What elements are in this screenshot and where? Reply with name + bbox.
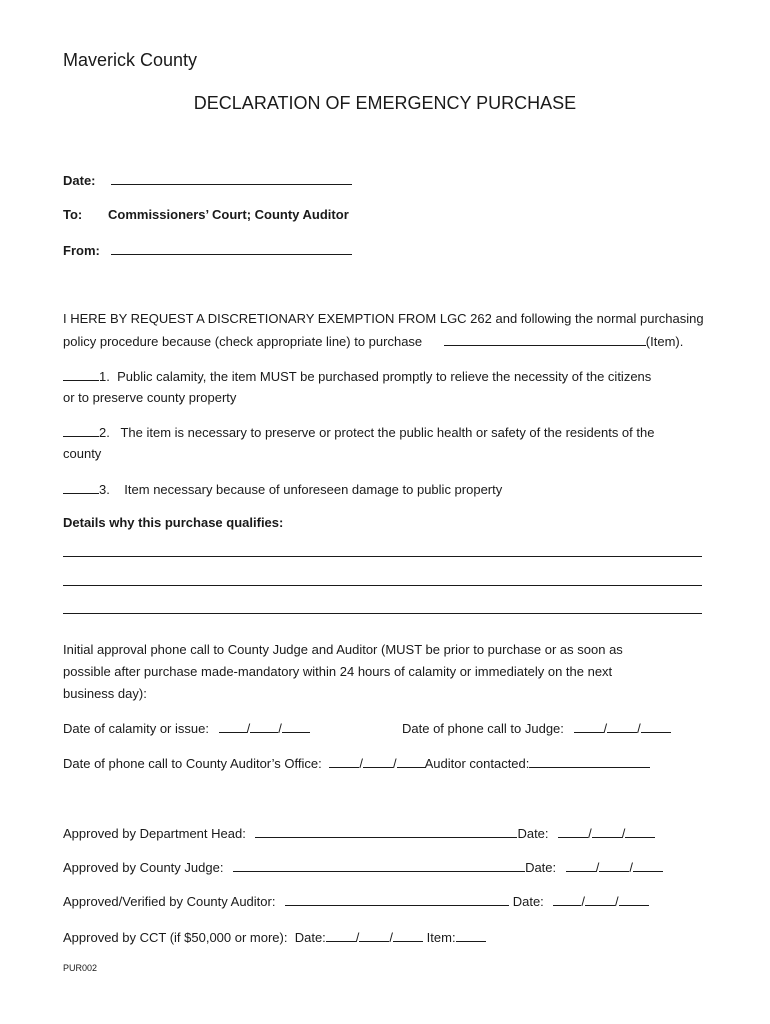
- approval-call-line-1: Initial approval phone call to County Judge and Auditor (MUST be prior to purchase or as soon as: [63, 642, 623, 657]
- auditor-year[interactable]: [619, 893, 649, 906]
- auditor-call-day[interactable]: [363, 755, 393, 768]
- date-field[interactable]: [111, 172, 352, 185]
- details-line-1[interactable]: [63, 556, 702, 557]
- date-row: [63, 172, 352, 188]
- details-line-3[interactable]: [63, 613, 702, 614]
- auditor-contacted-field[interactable]: [529, 755, 650, 768]
- from-row: [63, 242, 352, 258]
- dept-head-year[interactable]: [625, 825, 655, 838]
- option-3: 3. Item necessary because of unforeseen damage to public property: [63, 481, 502, 497]
- date-label: Date:: [63, 173, 96, 188]
- option-2: 2. The item is necessary to preserve or protect the public health or safety of the residents of the: [63, 424, 654, 440]
- auditor-signature[interactable]: [285, 893, 509, 906]
- to-value: Commissioners’ Court; County Auditor: [108, 207, 349, 222]
- cct-item-field[interactable]: [456, 929, 486, 942]
- dept-head-signature[interactable]: [255, 825, 517, 838]
- option-3-checkline[interactable]: [63, 481, 99, 494]
- calamity-date-row: Date of calamity or issue: / /: [63, 720, 310, 736]
- from-field[interactable]: [111, 242, 352, 255]
- option-2-cont: county: [63, 446, 102, 461]
- calamity-year[interactable]: [282, 720, 310, 733]
- cct-year[interactable]: [393, 929, 423, 942]
- option-1-checkline[interactable]: [63, 368, 99, 381]
- judge-call-row: Date of phone call to Judge: / /: [402, 720, 671, 736]
- auditor-call-year[interactable]: [397, 755, 425, 768]
- dept-head-month[interactable]: [558, 825, 588, 838]
- cct-row: Approved by CCT (if $50,000 or more): Date: / / Item:: [63, 929, 486, 945]
- auditor-call-row: Date of phone call to County Auditor’s Office: / / Auditor contacted:: [63, 755, 650, 771]
- option-1: 1. Public calamity, the item MUST be purchased promptly to relieve the necessity of the citizens: [63, 368, 651, 384]
- option-2-checkline[interactable]: [63, 424, 99, 437]
- form-title: DECLARATION OF EMERGENCY PURCHASE: [193, 93, 577, 113]
- to-label: To:: [63, 207, 83, 222]
- cct-month[interactable]: [326, 929, 356, 942]
- approval-call-line-2: possible after purchase made-mandatory within 24 hours of calamity or immediately on the next: [63, 664, 613, 679]
- auditor-month[interactable]: [553, 893, 581, 906]
- form-code: PUR002: [63, 963, 98, 973]
- approval-call-line-3: business day):: [63, 686, 147, 701]
- cct-day[interactable]: [359, 929, 389, 942]
- judge-year[interactable]: [633, 859, 663, 872]
- judge-call-day[interactable]: [607, 720, 637, 733]
- county-name: Maverick County: [63, 50, 198, 70]
- auditor-day[interactable]: [585, 893, 615, 906]
- judge-call-month[interactable]: [574, 720, 604, 733]
- calamity-month[interactable]: [219, 720, 247, 733]
- details-label: Details why this purchase qualifies:: [63, 515, 284, 530]
- dept-head-row: Approved by Department Head: Date: / /: [63, 825, 655, 841]
- from-label: From:: [63, 243, 100, 258]
- auditor-row: Approved/Verified by County Auditor: Date: / /: [63, 893, 649, 909]
- judge-signature[interactable]: [233, 859, 525, 872]
- dept-head-day[interactable]: [592, 825, 622, 838]
- request-line-2: policy procedure because (check appropriate line) to purchase (Item).: [63, 334, 684, 349]
- item-suffix: (Item).: [645, 334, 684, 349]
- judge-month[interactable]: [566, 859, 596, 872]
- auditor-call-month[interactable]: [329, 755, 359, 768]
- judge-row: Approved by County Judge: Date: / /: [63, 859, 663, 875]
- option-1-cont: or to preserve county property: [63, 390, 237, 405]
- judge-day[interactable]: [599, 859, 629, 872]
- item-field[interactable]: [444, 333, 646, 346]
- request-line-1: I HERE BY REQUEST A DISCRETIONARY EXEMPTION FROM LGC 262 and following the normal purchasing: [63, 311, 704, 326]
- judge-call-year[interactable]: [641, 720, 671, 733]
- calamity-day[interactable]: [250, 720, 278, 733]
- details-line-2[interactable]: [63, 585, 702, 586]
